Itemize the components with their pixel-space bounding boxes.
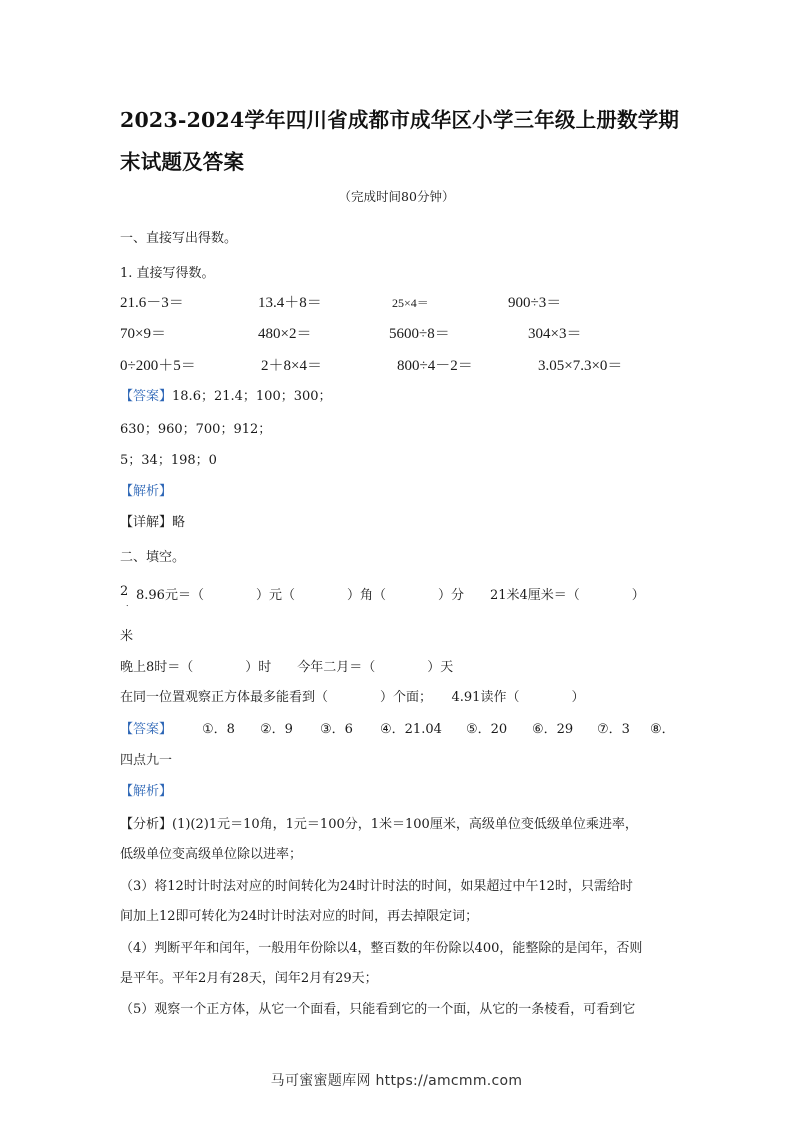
- question-2-number: 2: [120, 584, 129, 599]
- question-1-label: 1. 直接写得数。: [120, 266, 215, 281]
- calc-r3-c2: 2＋8×4＝: [261, 358, 322, 374]
- analysis-5-line-1: （5）观察一个正方体，从它一个面看，只能看到它的一个面，从它的一条棱看，可看到它: [120, 1002, 636, 1017]
- answer-1-line-2: 630；960；700；912；: [120, 422, 272, 437]
- calc-r2-c3: 5600÷8＝: [389, 326, 450, 342]
- calc-r2-c4: 304×3＝: [528, 326, 582, 342]
- answer-1: [120, 385, 332, 404]
- analysis-label: 【分析】: [120, 817, 173, 832]
- analysis-1-line-1: [120, 813, 638, 832]
- calc-r3-c4: 3.05×7.3×0＝: [538, 358, 623, 374]
- answer-2-item-7: ⑦．3: [597, 722, 630, 737]
- answer-1-line-3: 5；34；198；0: [120, 453, 217, 468]
- question-2-line-3: 在同一位置观察正方体最多能看到（ ）个面； 4.91读作（ ）: [120, 690, 585, 705]
- analysis-3-line-1: （3）将12时计时法对应的时间转化为24时计时法的时间，如果超过中午12时，只需给时: [120, 879, 633, 894]
- answer-2-item-6: ⑥．29: [532, 722, 574, 737]
- answer-2-item-1: ①．8: [202, 722, 235, 737]
- analysis-1a: (1)(2)1元＝10角，1元＝100分，1米＝100厘米，高级单位变低级单位乘进率，: [172, 817, 638, 832]
- analysis-3-line-2: 间加上12即可转化为24时计时法对应的时间，再去掉限定词；: [120, 909, 479, 924]
- answer-2-item-8: ⑧．: [650, 722, 675, 737]
- analysis-tag-2: 【解析】: [120, 784, 173, 799]
- question-2-dot: ．: [126, 599, 134, 608]
- document-title-line-1: 2023-2024学年四川省成都市成华区小学三年级上册数学期: [120, 108, 680, 132]
- answer-2-item-5: ⑤．20: [466, 722, 508, 737]
- detail-text: 略: [172, 515, 186, 530]
- detail-1: [120, 511, 185, 530]
- answer-2-item-4: ④．21.04: [380, 722, 442, 737]
- answer-tag-2: 【答案】: [120, 722, 173, 737]
- analysis-4-line-2: 是平年。平年2月有28天，闰年2月有29天；: [120, 971, 378, 986]
- answer-2-item-2: ②．9: [260, 722, 293, 737]
- calc-r1-c1: 21.6－3＝: [120, 295, 184, 311]
- watermark-footer: 马可蜜蜜题库网 https://amcmm.com: [270, 1073, 523, 1089]
- answer-1-line-1: 18.6；21.4；100；300；: [172, 389, 332, 404]
- answer-2-item-3: ③．6: [320, 722, 353, 737]
- question-2-line-2: 晚上8时＝（ ）时 今年二月＝（ ）天: [120, 660, 454, 675]
- time-limit-note: （完成时间80分钟）: [338, 189, 455, 204]
- calc-r1-c3: 25×4＝: [392, 296, 429, 310]
- answer-tag: 【答案】: [120, 389, 173, 404]
- document-title-line-2: 末试题及答案: [120, 150, 245, 174]
- section-2-heading: 二、填空。: [120, 550, 186, 565]
- answer-2-continuation: 四点九一: [120, 753, 173, 768]
- calc-r1-c4: 900÷3＝: [508, 295, 562, 311]
- calc-r3-c1: 0÷200＋5＝: [120, 358, 196, 374]
- section-1-heading: 一、直接写出得数。: [120, 231, 238, 246]
- calc-r3-c3: 800÷4－2＝: [397, 358, 473, 374]
- analysis-4-line-1: （4）判断平年和闰年，一般用年份除以4，整百数的年份除以400，能整除的是闰年，否则: [120, 941, 643, 956]
- detail-tag: 【详解】: [120, 515, 173, 530]
- analysis-tag-1: 【解析】: [120, 484, 173, 499]
- question-2-line-1: 8.96元＝（ ）元（ ）角（ ）分 21米4厘米＝（ ）: [136, 588, 645, 603]
- calc-r2-c1: 70×9＝: [120, 326, 166, 342]
- analysis-1-line-2: 低级单位变高级单位除以进率；: [120, 847, 303, 862]
- calc-r2-c2: 480×2＝: [258, 326, 312, 342]
- question-2-line-1-unit: 米: [120, 629, 134, 644]
- calc-r1-c2: 13.4＋8＝: [258, 295, 322, 311]
